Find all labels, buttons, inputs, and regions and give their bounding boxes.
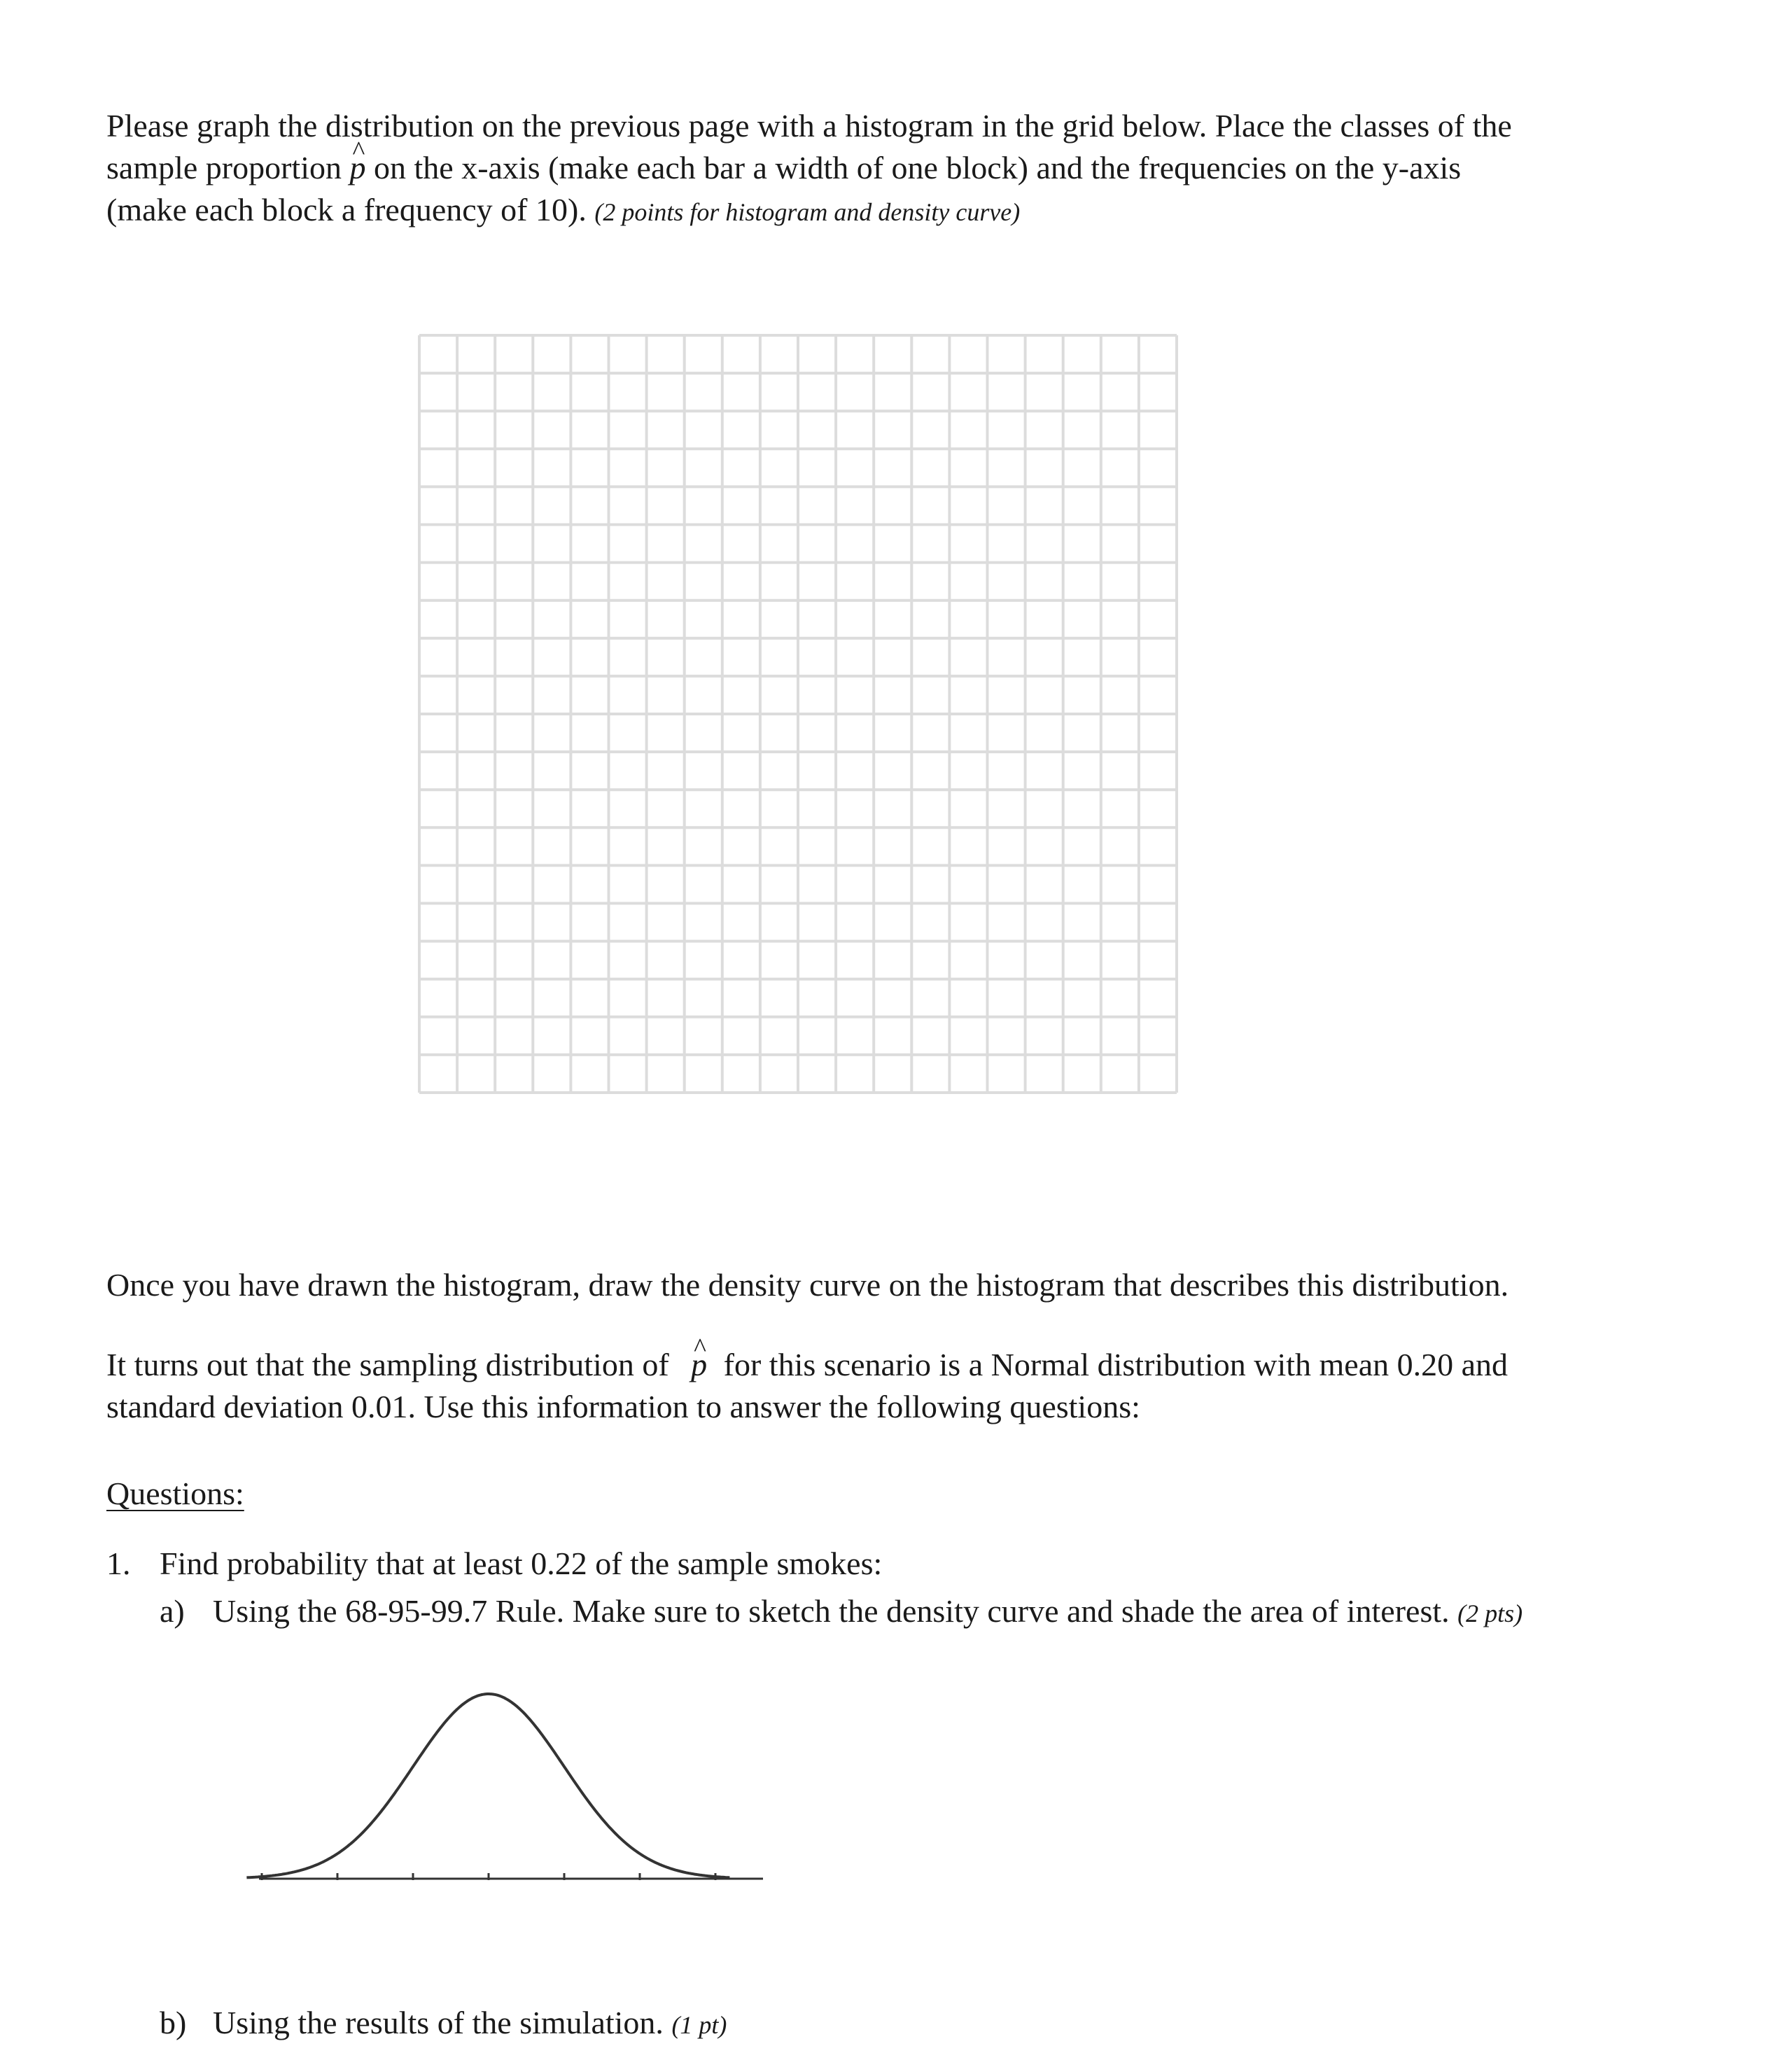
intro-line-1: Please graph the distribution on the previous page with a histogram in the grid below. Place the classes of the: [106, 108, 1512, 143]
normal-line-1: [106, 1344, 1716, 1386]
p-hat-symbol: ^ p: [350, 147, 366, 189]
intro-line-2: [106, 147, 1716, 189]
intro-paragraph: [106, 105, 1716, 233]
question-1: [106, 1543, 882, 1585]
normal-line-1-start: It turns out that the sampling distribution of: [106, 1347, 678, 1382]
density-curve-instruction: Once you have drawn the histogram, draw the density curve on the histogram that describes this distribution.: [106, 1267, 1509, 1303]
question-1-text: Find probability that at least 0.22 of the sample smokes:: [160, 1546, 883, 1581]
question-1b-points: (1 pt): [671, 2011, 727, 2039]
intro-line-2-end: on the x-axis (make each bar a width of one block) and the frequencies on the y-axis: [365, 150, 1462, 185]
normal-curve-sketch[interactable]: [231, 1645, 791, 1904]
question-1a-points: (2 pts): [1457, 1599, 1523, 1627]
question-1a-letter: a): [160, 1593, 185, 1629]
normal-line-1-end: for this scenario is a Normal distribution with mean 0.20 and: [715, 1347, 1508, 1382]
intro-line-3: [106, 189, 1716, 233]
question-1a: [160, 1590, 1522, 1634]
normal-density-curve: [246, 1694, 729, 1877]
grid-svg: [418, 334, 1178, 1094]
question-1b-text: Using the results of the simulation.: [213, 2005, 664, 2040]
normal-distribution-paragraph: [106, 1344, 1716, 1428]
question-1b-letter: b): [160, 2005, 187, 2040]
p-hat-symbol: ^ p: [691, 1344, 707, 1386]
intro-line-2-start: sample proportion: [106, 150, 350, 185]
histogram-grid[interactable]: [418, 334, 1178, 1094]
questions-heading: Questions:: [106, 1476, 244, 1511]
normal-line-2: standard deviation 0.01. Use this information to answer the following questions:: [106, 1389, 1140, 1424]
question-1-number: 1.: [106, 1546, 131, 1581]
intro-line-3-text: (make each block a frequency of 10).: [106, 192, 587, 227]
question-1b: [160, 2002, 727, 2046]
points-note: (2 points for histogram and density curve): [594, 198, 1021, 226]
normal-curve-svg: [231, 1645, 791, 1904]
question-1a-text: Using the 68-95-99.7 Rule. Make sure to sketch the density curve and shade the area of interest.: [213, 1593, 1450, 1629]
